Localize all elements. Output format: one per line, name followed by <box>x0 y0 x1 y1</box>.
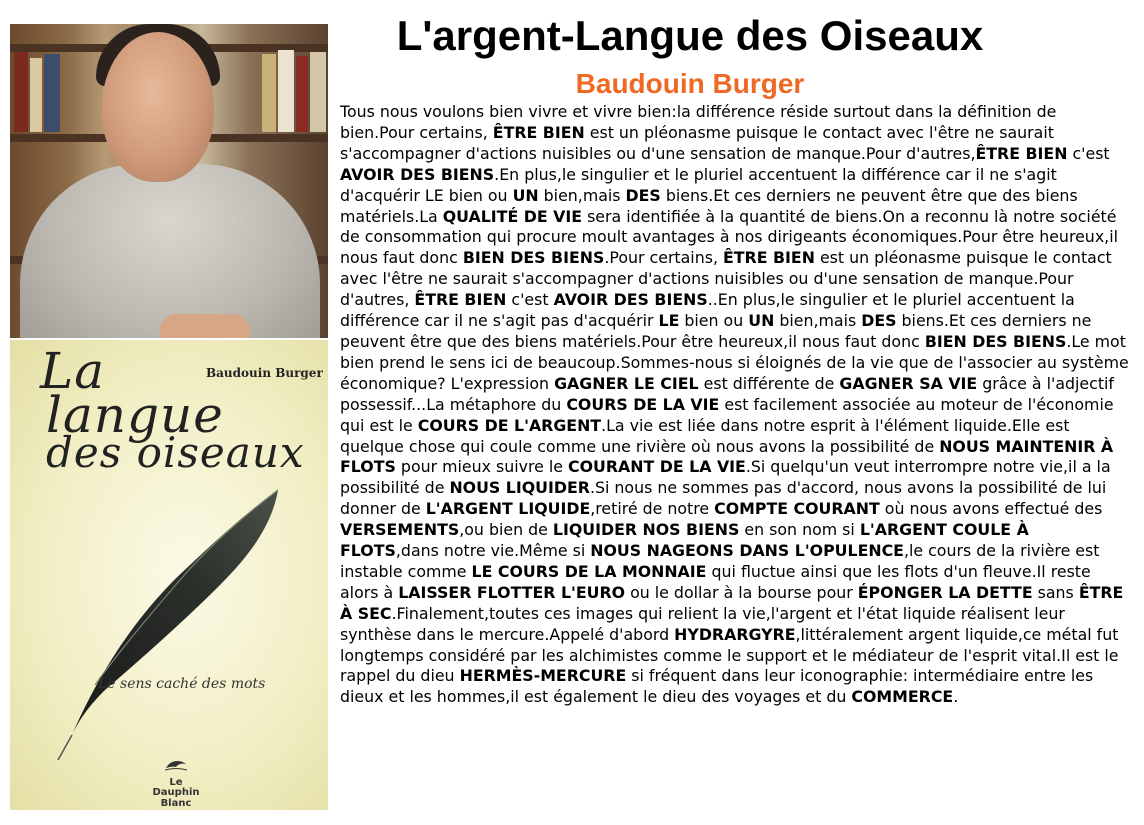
text-run: biens.Et ces derniers ne peuvent être que des biens matériels.Pour être heureux,il nous faut donc <box>340 311 1092 351</box>
emphasized-phrase: DES <box>861 311 897 331</box>
text-run: bien ou <box>679 311 749 331</box>
text-run: ,retiré de notre <box>590 499 715 519</box>
cover-subtitle: Le sens caché des mots <box>98 676 266 692</box>
page-title: L'argent-Langue des Oiseaux <box>396 12 984 59</box>
publisher-line-2: Dauphin <box>152 787 200 798</box>
dolphin-icon <box>164 758 188 772</box>
text-run: ..En plus,le singulier et le pluriel accentuent la différence car il ne s'agit pas d'acquérir <box>340 290 1075 331</box>
emphasized-phrase: VERSEMENTS <box>340 520 460 540</box>
emphasized-phrase: ÊTRE BIEN <box>492 122 585 142</box>
emphasized-phrase: BIEN DES BIENS <box>462 248 605 268</box>
emphasized-phrase: ÊTRE BIEN <box>722 248 815 268</box>
text-run: est différente de <box>698 373 840 393</box>
text-run: est facilement associée au moteur de l'économie qui est le <box>340 394 1114 435</box>
text-run: est un pléonasme puisque le contact avec l'être ne saurait s'accompagner d'actions nuisibles ou d'une sensation de manque.Pour d'autres, <box>340 248 1112 310</box>
emphasized-phrase: NOUS MAINTENIR À FLOTS <box>340 436 1114 477</box>
text-run: ,littéralement argent liquide,ce métal fut longtemps considéré par les alchimistes comme le support et le médiateur de l'esprit vital.Il est le rappel du dieu <box>340 624 1119 686</box>
emphasized-phrase: BIEN DES BIENS <box>924 331 1067 351</box>
emphasized-phrase: LE COURS DE LA MONNAIE <box>471 561 707 581</box>
emphasized-phrase: NOUS NAGEONS DANS L'OPULENCE <box>590 541 904 561</box>
text-run: en son nom si <box>739 520 860 540</box>
text-run: grâce à l'adjectif possessif...La métaphore du <box>340 373 1114 414</box>
emphasized-phrase: UN <box>512 185 539 205</box>
book-cover <box>10 340 328 810</box>
emphasized-phrase: ÉPONGER LA DETTE <box>857 582 1033 602</box>
text-run: .La vie est liée dans notre esprit à l'élément liquide.Elle est quelque chose qui coule comme une rivière où nous avons la possibilité de <box>340 415 1070 456</box>
author-photo <box>10 24 328 338</box>
emphasized-phrase: ÊTRE BIEN <box>975 143 1068 163</box>
feather-illustration <box>10 340 328 810</box>
emphasized-phrase: L'ARGENT COULE À FLOTS <box>340 520 1029 561</box>
cover-title-line-1: La <box>40 342 106 400</box>
article-body <box>340 102 1130 708</box>
publisher-line-3: Blanc <box>160 797 192 809</box>
emphasized-phrase: AVOIR DES BIENS <box>340 164 495 184</box>
text-run: est un pléonasme puisque le contact avec l'être ne saurait s'accompagner d'actions nuisibles ou d'une sensation de manque.Pour d'autres, <box>340 122 1054 163</box>
emphasized-phrase: AVOIR DES BIENS <box>553 290 708 310</box>
emphasized-phrase: UN <box>748 311 775 331</box>
article-author: Baudouin Burger <box>575 68 805 99</box>
text-run: ,dans notre vie.Même si <box>395 541 591 561</box>
text-run: .En plus,le singulier et le pluriel accentuent la différence car il ne s'agit d'acquérir LE bien ou <box>340 164 1057 205</box>
text-run: ,le cours de la rivière est instable comme <box>340 541 1100 581</box>
text-run: .Finalement,toutes ces images qui relient la vie,l'argent et l'état liquide réalisent leur synthèse dans le mercure.Appelé d'abord <box>340 603 1065 644</box>
emphasized-phrase: QUALITÉ DE VIE <box>442 206 583 226</box>
text-run: .Si quelqu'un veut interrompre notre vie,il a la possibilité de <box>340 457 1111 498</box>
emphasized-phrase: LE <box>658 311 680 331</box>
emphasized-phrase: LIQUIDER NOS BIENS <box>552 520 740 540</box>
text-run: pour mieux suivre le <box>395 457 569 477</box>
text-run: sera identifiée à la quantité de biens.On a reconnu là notre société de consommation qui procure moult avantages à nos dirigeants économiques.Pour être heureux,il nous faut donc <box>340 206 1118 268</box>
text-run: qui fluctue ainsi que les flots d'un fleuve.Il reste alors à <box>340 561 1091 602</box>
text-run: bien,mais <box>538 185 626 205</box>
emphasized-phrase: ÊTRE À SEC <box>340 582 1124 623</box>
text-run: Tous nous voulons bien vivre et vivre bien:la différence réside surtout dans la définition de bien.Pour certains, <box>340 102 1057 142</box>
cover-title-line-2: langue <box>46 386 224 444</box>
emphasized-phrase: GAGNER LE CIEL <box>554 373 699 393</box>
text-run: ou le dollar à la bourse pour <box>625 582 858 602</box>
text-run: .Si nous ne sommes pas d'accord, nous avons la possibilité de lui donner de <box>340 478 1107 519</box>
emphasized-phrase: LAISSER FLOTTER L'EURO <box>398 582 626 602</box>
text-run: . <box>953 687 959 707</box>
publisher-line-1: Le <box>169 776 183 788</box>
emphasized-phrase: HERMÈS-MERCURE <box>459 666 627 686</box>
emphasized-phrase: COURS DE LA VIE <box>566 394 720 414</box>
text-run: c'est <box>506 290 554 310</box>
text-run: si fréquent dans leur iconographie: intermédiaire entre les dieux et les hommes,il est également le dieu des voyages et du <box>340 666 1094 707</box>
text-run: c'est <box>1067 143 1110 163</box>
emphasized-phrase: COURS DE L'ARGENT <box>417 415 602 435</box>
emphasized-phrase: COMMERCE <box>851 687 954 707</box>
emphasized-phrase: GAGNER SA VIE <box>839 373 978 393</box>
text-run: sans <box>1032 582 1079 602</box>
emphasized-phrase: HYDRARGYRE <box>674 624 796 644</box>
emphasized-phrase: ÊTRE BIEN <box>414 290 507 310</box>
emphasized-phrase: NOUS LIQUIDER <box>449 478 590 498</box>
cover-author: Baudouin Burger <box>206 366 323 380</box>
text-run: où nous avons effectué des <box>879 499 1103 519</box>
text-run: .Pour certains, <box>604 248 723 268</box>
cover-title-line-3: des oiseaux <box>46 428 305 477</box>
emphasized-phrase: L'ARGENT LIQUIDE <box>425 499 591 519</box>
emphasized-phrase: COMPTE COURANT <box>714 499 880 519</box>
publisher-logo <box>148 758 204 809</box>
emphasized-phrase: DES <box>625 185 661 205</box>
text-run: ,ou bien de <box>459 520 553 540</box>
emphasized-phrase: COURANT DE LA VIE <box>568 457 746 477</box>
text-run: .Le mot bien prend le sens ici de beaucoup.Sommes-nous si éloignés de la vie que de l'associer au système économique? L'expression <box>340 331 1129 393</box>
text-run: bien,mais <box>774 311 862 331</box>
text-run: biens.Et ces derniers ne peuvent être que des biens matériels.La <box>340 185 1078 226</box>
